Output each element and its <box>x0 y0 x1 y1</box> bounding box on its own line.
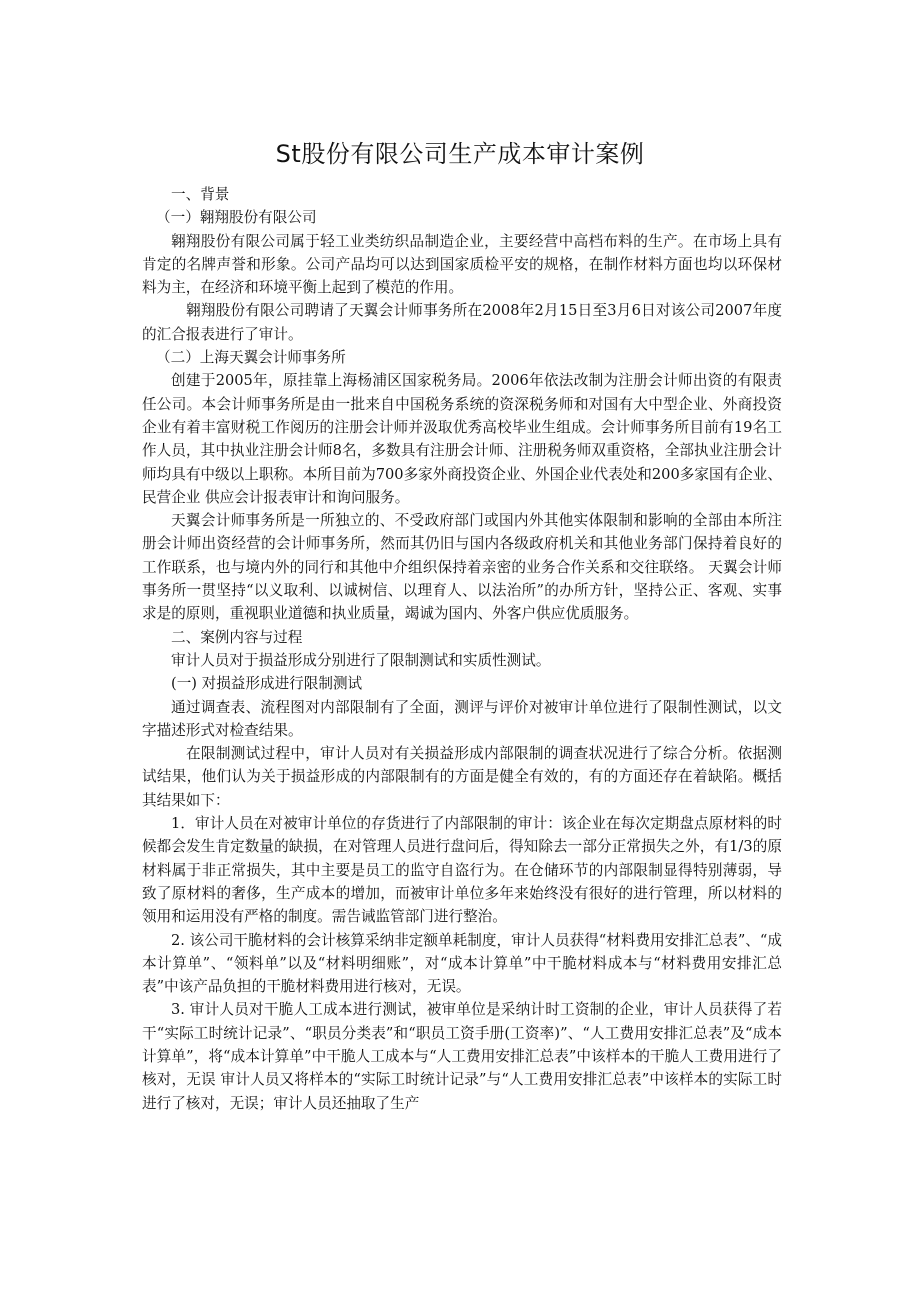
paragraph: 2. 该公司干脆材料的会计核算采纳非定额单耗制度，审计人员获得“材料费用安排汇总表”、“成本计算单”、“领料单”以及“材料明细账”，对“成本计算单”中干脆材料成本与“材料费用安排汇总表”中该产品负担的干脆材料费用进行核对，无误。 <box>142 931 782 996</box>
paragraph: 在限制测试过程中，审计人员对有关损益形成内部限制的调查状况进行了综合分析。依据测试结果，他们认为关于损益形成的内部限制有的方面是健全有效的，有的方面还存在着缺陷。概括其结果如下： <box>142 745 782 809</box>
paragraph: 创建于2005年，原挂靠上海杨浦区国家税务局。2006年依法改制为注册会计师出资的有限责任公司。本会计师事务所是由一批来自中国税务系统的资深税务师和对国有大中型企业、外商投资企业有着丰富财税工作阅历的注册会计师并汲取优秀高校毕业生组成。会计师事务所目前有19名工作人员，其中执业注册会计师8名，多数具有注册会计师、注册税务师双重资格，全部执业注册会计师均具有中级以上职称。本所目前为700多家外商投资企业、外国企业代表处和200多家国有企业、民营企业 供应会计报表审计和询问服务。 <box>142 372 782 506</box>
document-body <box>142 183 782 1115</box>
paragraph: 3. 审计人员对干脆人工成本进行测试，被审单位是采纳计时工资制的企业，审计人员获得了若干“实际工时统计记录”、“职员分类表”和“职员工资手册(工资率)”、“人工费用安排汇总表”及“成本计算单”，将“成本计算单”中干脆人工成本与“人工费用安排汇总表”中该样本的干脆人工费用进行了核对，无误 审计人员又将样本的“实际工时统计记录”与“人工费用安排汇总表”中该样本的实际工时进行了核对，无误；审计人员还抽取了生产 <box>142 1001 782 1112</box>
subsection-heading: (一) 对损益形成进行限制测试 <box>171 675 363 693</box>
paragraph: 通过调查表、流程图对内部限制有了全面，测评与评价对被审计单位进行了限制性测试，以文字描述形式对检查结果。 <box>142 698 782 739</box>
subsection-heading: （一）翱翔股份有限公司 <box>156 209 317 227</box>
paragraph: 1．审计人员在对被审计单位的存货进行了内部限制的审计：该企业在每次定期盘点原材料的时候都会发生肯定数量的缺损，在对管理人员进行盘问后，得知除去一部分正常损失之外，有1/3的原材料属于非正常损失，其中主要是员工的监守自盗行为。在仓储环节的内部限制显得特别薄弱，导致了原材料的奢侈，生产成本的增加，而被审计单位多年来始终没有很好的进行管理，所以材料的领用和运用没有严格的制度。需告诫监管部门进行整治。 <box>142 815 782 926</box>
section-heading: 二、案例内容与过程 <box>171 628 303 646</box>
subsection-heading: （二）上海天翼会计师事务所 <box>156 349 346 367</box>
paragraph: 审计人员对于损益形成分别进行了限制测试和实质性测试。 <box>171 651 551 669</box>
paragraph: 天翼会计师事务所是一所独立的、不受政府部门或国内外其他实体限制和影响的全部由本所注册会计师出资经营的会计师事务所，然而其仍旧与国内各级政府机关和其他业务部门保持着良好的工作联系，也与境内外的同行和其他中介组织保持着亲密的业务合作关系和交往联络。 天翼会计师事务所一贯坚持“以义取利、以诚树信、以理育人、以法治所”的办所方针，坚持公正、客观、实事求是的原则，重视职业道德和执业质量，竭诚为国内、外客户供应优质服务。 <box>142 512 782 623</box>
document-title: St股份有限公司生产成本审计案例 <box>275 140 645 169</box>
paragraph: 翱翔股份有限公司聘请了天翼会计师事务所在2008年2月15日至3月6日对该公司2007年度的汇合报表进行了审计。 <box>142 302 782 343</box>
paragraph: 翱翔股份有限公司属于轻工业类纺织品制造企业，主要经营中高档布料的生产。在市场上具有肯定的名牌声誉和形象。公司产品均可以达到国家质检平安的规格，在制作材料方面也均以环保材料为主，在经济和环境平衡上起到了模范的作用。 <box>142 232 782 297</box>
section-heading: 一、背景 <box>171 186 230 203</box>
